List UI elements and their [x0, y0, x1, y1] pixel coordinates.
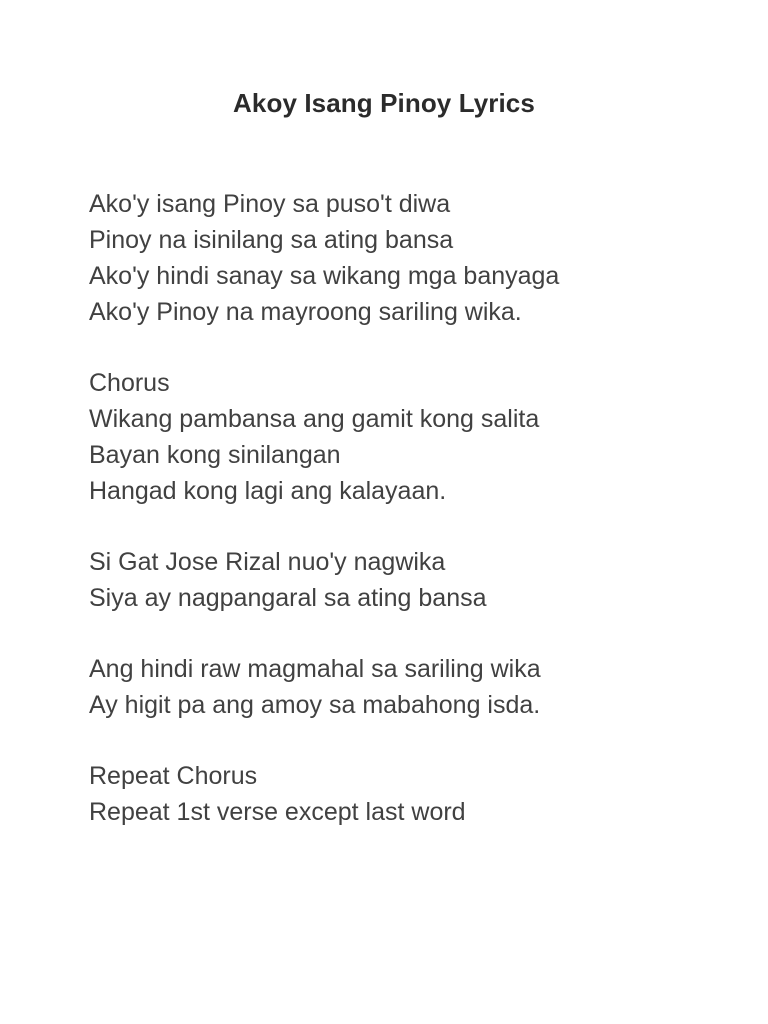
lyrics-stanza — [89, 651, 699, 723]
lyrics-line: Bayan kong sinilangan — [89, 441, 341, 469]
lyrics-line: Ako'y isang Pinoy sa puso't diwa — [89, 190, 451, 218]
lyrics-body — [89, 186, 699, 830]
lyrics-stanza — [89, 365, 699, 509]
lyrics-line: Ay higit pa ang amoy sa mabahong isda. — [89, 691, 541, 719]
lyrics-line: Ang hindi raw magmahal sa sariling wika — [89, 655, 541, 683]
lyrics-line: Pinoy na isinilang sa ating bansa — [89, 226, 454, 254]
lyrics-stanza — [89, 758, 699, 830]
lyrics-line: Wikang pambansa ang gamit kong salita — [89, 405, 540, 433]
lyrics-stanza — [89, 544, 699, 616]
page-title: Akoy Isang Pinoy Lyrics — [233, 88, 535, 118]
lyrics-line: Ako'y hindi sanay sa wikang mga banyaga — [89, 262, 560, 290]
lyrics-line: Ako'y Pinoy na mayroong sariling wika. — [89, 298, 522, 326]
lyrics-line: Si Gat Jose Rizal nuo'y nagwika — [89, 548, 446, 576]
lyrics-line: Chorus — [89, 369, 170, 397]
lyrics-stanza — [89, 186, 699, 330]
lyrics-line: Repeat 1st verse except last word — [89, 798, 466, 826]
lyrics-line: Repeat Chorus — [89, 762, 258, 790]
lyrics-line: Siya ay nagpangaral sa ating bansa — [89, 584, 487, 612]
lyrics-line: Hangad kong lagi ang kalayaan. — [89, 477, 447, 505]
